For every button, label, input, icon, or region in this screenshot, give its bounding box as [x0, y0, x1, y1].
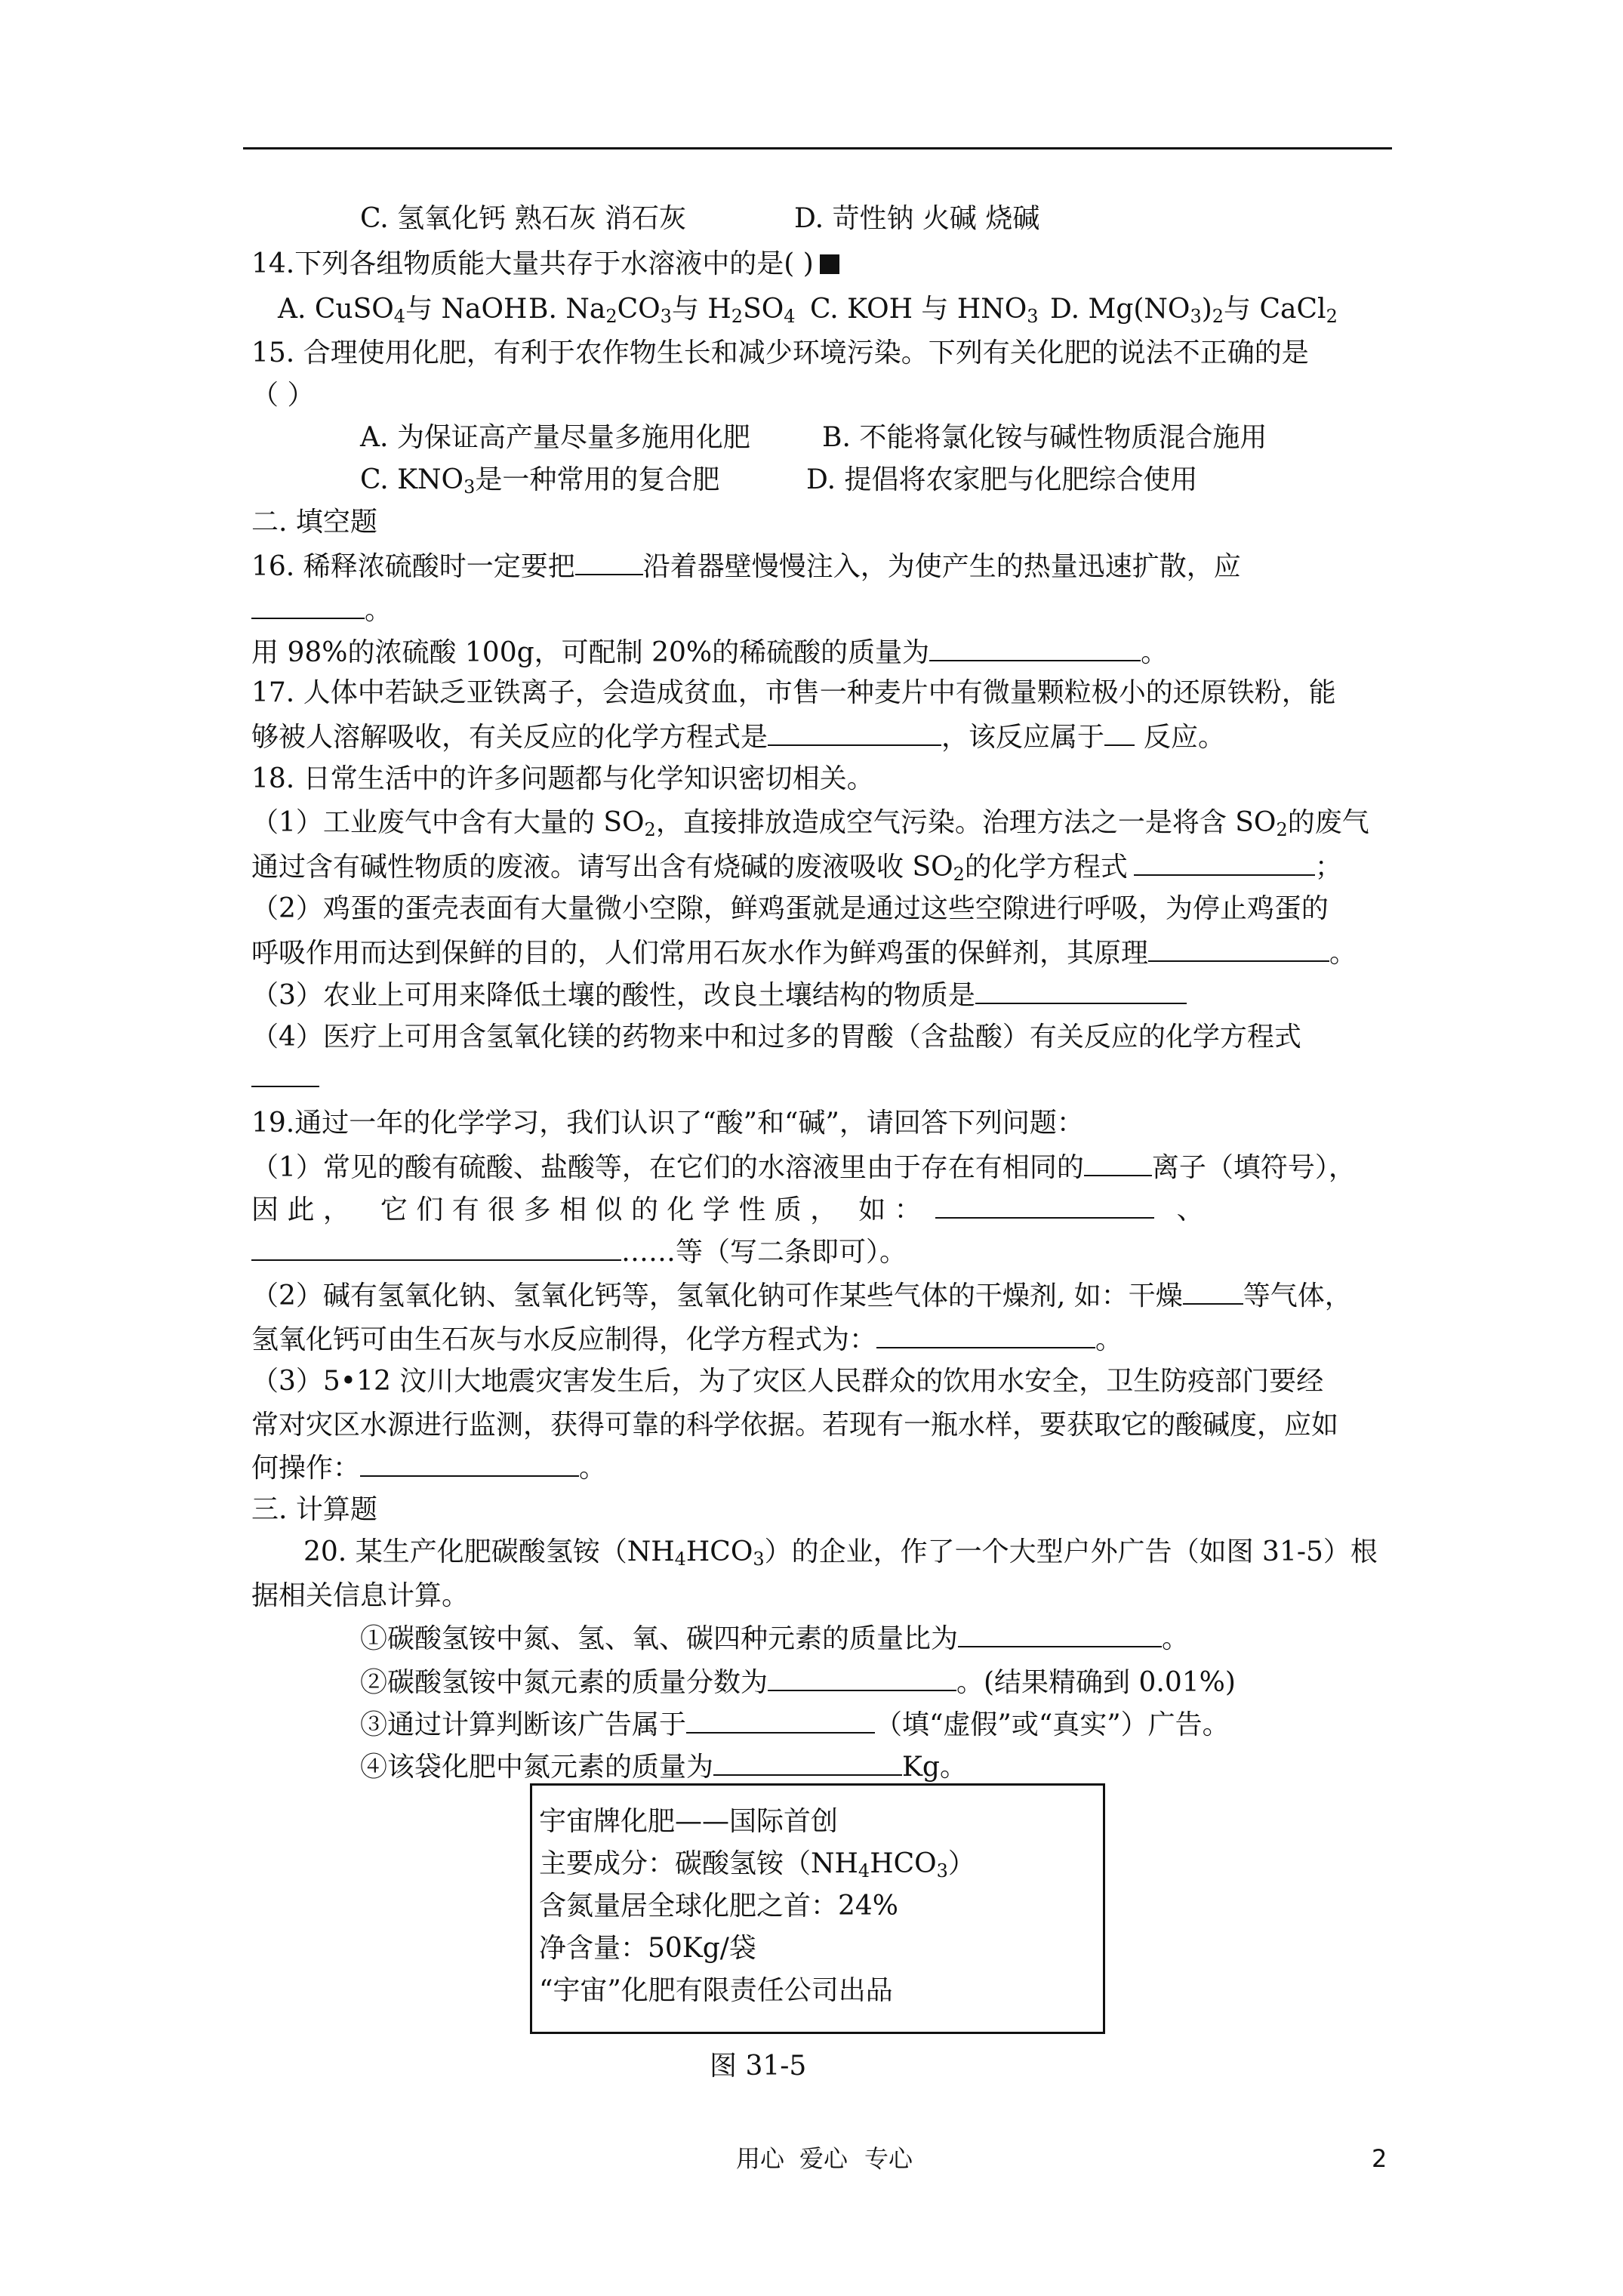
answer-blank[interactable] — [1104, 719, 1135, 746]
answer-blank[interactable] — [575, 548, 643, 575]
q19-part1-line3: ……等（写二条即可）。 — [251, 1234, 907, 1271]
q15-option-a: A. 为保证高产量尽量多施用化肥 — [360, 422, 750, 453]
footer-motto-3: 专心 — [864, 2144, 913, 2173]
page-number: 2 — [1372, 2144, 1387, 2173]
q17-line1: 17. 人体中若缺乏亚铁离子，会造成贫血，市售一种麦片中有微量颗粒极小的还原铁粉，能 — [251, 677, 1336, 708]
answer-blank[interactable] — [1084, 1149, 1152, 1176]
answer-blank[interactable] — [360, 1450, 579, 1477]
section-heading-calculation: 三. 计算题 — [251, 1494, 377, 1525]
q20-line1: 20. 某生产化肥碳酸氢铵$(NH_4HCO_3)$的企业，作了一个大型户外广告（如图 31-5）根 — [303, 1536, 1378, 1570]
q18-part2-line1: （2）鸡蛋的蛋壳表面有大量微小空隙，鲜鸡蛋就是通过这些空隙进行呼吸，为停止鸡蛋的 — [251, 893, 1329, 924]
answer-blank[interactable] — [1148, 935, 1329, 962]
q13-option-c: C. 氢氧化钙 熟石灰 消石灰 — [360, 203, 687, 234]
answer-blank[interactable] — [713, 1749, 902, 1776]
answer-blank[interactable] — [958, 1620, 1162, 1647]
q14-option-d: D. $Mg(NO_3)_2$与 CaCl$_2$ — [1050, 294, 1338, 327]
q15-option-b: B. 不能将氯化铵与碱性物质混合施用 — [822, 422, 1267, 453]
q16-line2: 。 — [251, 592, 392, 629]
q16-line3: 用 98%的浓硫酸 100g，可配制 20%的稀硫酸的质量为 。 — [251, 634, 1168, 671]
answer-blank[interactable] — [686, 1706, 875, 1734]
q14-option-c: C. KOH 与 $HNO_3$ — [810, 294, 1039, 327]
footer-motto-1: 用心 — [736, 2144, 785, 2173]
answer-blank[interactable] — [975, 977, 1187, 1004]
answer-blank[interactable] — [768, 1664, 956, 1691]
q20-line2: 据相关信息计算。 — [251, 1580, 470, 1611]
answer-blank[interactable] — [929, 634, 1141, 661]
q17-line2: 够被人溶解吸收，有关反应的化学方程式是 ，该反应属于 反应。 — [251, 719, 1225, 756]
ad-line-ingredient: 主要成分：碳酸氢铵$(NH_4HCO_3)$ — [539, 1848, 975, 1881]
q18-part4: （4）医疗上可用含氢氧化镁的药物来中和过多的胃酸（含盐酸）有关反应的化学方程式 — [251, 1022, 1301, 1052]
q16-line1: 16. 稀释浓硫酸时一定要把 沿着器壁慢慢注入，为使产生的热量迅速扩散，应 — [251, 548, 1241, 585]
figure-caption: 图 31-5 — [710, 2051, 807, 2082]
advertisement-box — [530, 1783, 1105, 2034]
section-heading-fill-blank: 二. 填空题 — [251, 507, 377, 538]
q19-part3-line1: （3）5•12 汶川大地震灾害发生后，为了灾区人民群众的饮用水安全，卫生防疫部门要经 — [251, 1366, 1324, 1397]
ad-line-nitrogen: 含氮量居全球化肥之首：24% — [539, 1891, 899, 1922]
answer-blank[interactable] — [1134, 849, 1315, 876]
q19-part1-line1: （1）常见的酸有硫酸、盐酸等，在它们的水溶液里由于存在有相同的 离子（填符号）， — [251, 1149, 1356, 1186]
answer-blank[interactable] — [251, 592, 365, 619]
q19-part3-line3: 何操作： 。 — [251, 1450, 606, 1487]
header-rule — [243, 147, 1392, 149]
q15-option-c: C. $KNO_3$是一种常用的复合肥 — [360, 464, 720, 498]
q18-part1-line2: 通过含有碱性物质的废液。请写出含有烧碱的废液吸收 $SO_2$的化学方程式 ； — [251, 849, 1342, 886]
q20-subq4: ④该袋化肥中氮元素的质量为 Kg。 — [360, 1749, 967, 1786]
answer-blank[interactable] — [876, 1321, 1095, 1348]
footer-motto-2: 爱心 — [799, 2144, 848, 2173]
q18-part1-line1: （1）工业废气中含有大量的 $SO_2$，直接排放造成空气污染。治理方法之一是将含 $SO_2$的废气 — [251, 807, 1369, 840]
q14-option-a: A. CuSO$_4$与 NaOH — [278, 294, 528, 327]
answer-blank[interactable] — [251, 1060, 319, 1087]
q14-option-b: B. $Na_2CO_3$与 $H_2SO_4$ — [528, 294, 796, 327]
ad-line-brand: 宇宙牌化肥——国际首创 — [539, 1806, 839, 1837]
q19-part1-line2: 因 此 ， 它 们 有 很 多 相 似 的 化 学 性 质 ， 如 ： 、 — [251, 1191, 1204, 1228]
q18-part3: （3）农业上可用来降低土壤的酸性，改良土壤结构的物质是 — [251, 977, 1187, 1014]
q18-stem: 18. 日常生活中的许多问题都与化学知识密切相关。 — [251, 763, 874, 794]
ad-line-company: “宇宙”化肥有限责任公司出品 — [539, 1975, 893, 2006]
q19-stem: 19.通过一年的化学学习，我们认识了“酸”和“碱”，请回答下列问题： — [251, 1108, 1084, 1139]
square-mark-icon — [820, 254, 839, 274]
q15-option-d: D. 提倡将农家肥与化肥综合使用 — [806, 464, 1198, 495]
q19-part3-line2: 常对灾区水源进行监测，获得可靠的科学依据。若现有一瓶水样，要获取它的酸碱度，应如 — [251, 1410, 1339, 1441]
q15-stem-line1: 15. 合理使用化肥，有利于农作物生长和减少环境污染。下列有关化肥的说法不正确的是 — [251, 337, 1309, 368]
answer-blank[interactable] — [935, 1191, 1154, 1219]
q20-subq1: ①碳酸氢铵中氮、氢、氧、碳四种元素的质量比为 。 — [360, 1620, 1189, 1657]
q14-stem: 14.下列各组物质能大量共存于水溶液中的是( ) — [251, 246, 839, 282]
q20-subq2: ②碳酸氢铵中氮元素的质量分数为 。(结果精确到 0.01%) — [360, 1664, 1236, 1701]
ad-line-net-weight: 净含量：50Kg/袋 — [539, 1933, 756, 1964]
q19-part2-line1: （2）碱有氢氧化钠、氢氧化钙等，氢氧化钠可作某些气体的干燥剂, 如：干燥 等气体， — [251, 1277, 1352, 1314]
answer-blank[interactable] — [768, 719, 941, 746]
q13-option-d: D. 苛性钠 火碱 烧碱 — [794, 203, 1040, 234]
q18-part2-line2: 呼吸作用而达到保鲜的目的，人们常用石灰水作为鲜鸡蛋的保鲜剂，其原理 。 — [251, 935, 1357, 972]
answer-blank[interactable] — [1183, 1277, 1243, 1305]
q18-part4-answer-line — [251, 1060, 319, 1097]
q20-subq3: ③通过计算判断该广告属于 （填“虚假”或“真实”）广告。 — [360, 1706, 1230, 1743]
q15-stem-line2: （ ） — [251, 380, 315, 411]
q19-part2-line2: 氢氧化钙可由生石灰与水反应制得，化学方程式为： 。 — [251, 1321, 1123, 1358]
answer-blank[interactable] — [251, 1234, 621, 1261]
